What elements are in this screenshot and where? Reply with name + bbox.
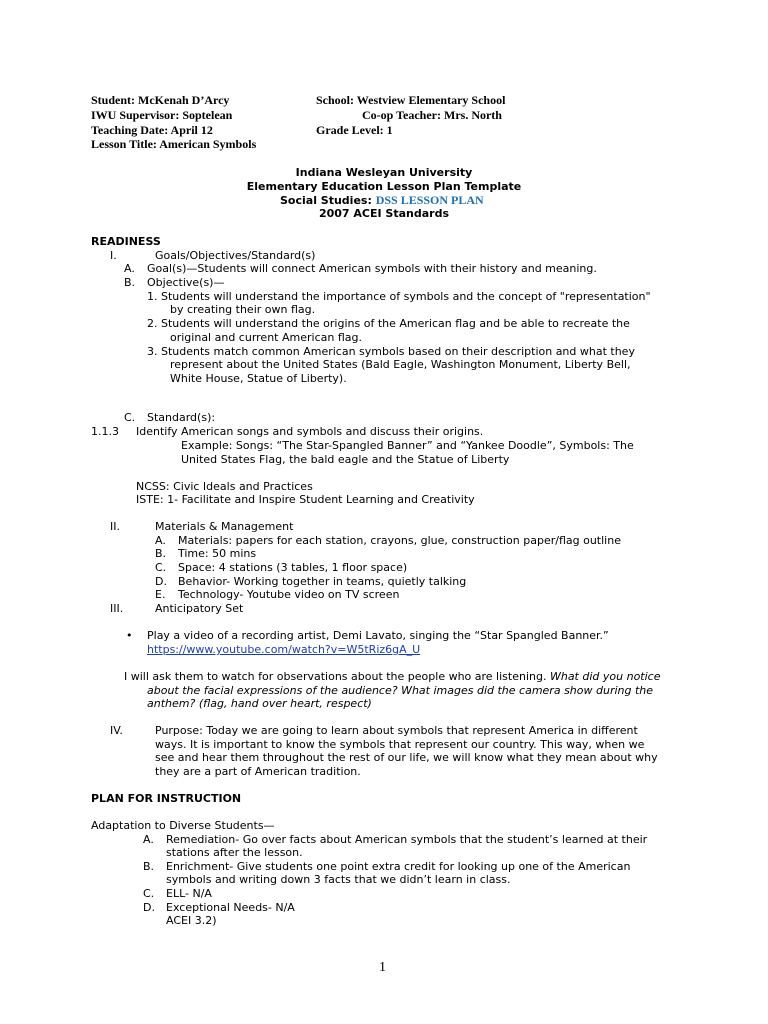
coop-teacher: Co-op Teacher: Mrs. North (362, 108, 502, 122)
supervisor: IWU Supervisor: Soptelean (91, 108, 233, 122)
standard-example-line-2: United States Flag, the bald eagle and the Statue of Liberty (181, 453, 510, 466)
list-letter: D. (155, 575, 167, 588)
adaptation-heading: Adaptation to Diverse Students— (91, 819, 275, 832)
objective-3-line-2: represent about the United States (Bald Eagle, Washington Monument, Liberty Bell, (170, 358, 631, 371)
section-i-number: I. (110, 249, 117, 262)
standards-letter: C. (124, 411, 136, 424)
student-name: Student: McKenah D’Arcy (91, 93, 230, 107)
ell-text: ELL- N/A (166, 887, 212, 900)
iste-standard: ISTE: 1- Facilitate and Inspire Student Learning and Creativity (136, 493, 475, 506)
goal-letter: A. (124, 262, 135, 275)
objective-3-line-1: 3. Students match common American symbols based on their description and what they (147, 345, 635, 358)
teaching-date: Teaching Date: April 12 (91, 123, 213, 137)
list-text: Space: 4 stations (3 tables, 1 floor space) (178, 561, 408, 574)
observation-line-1 (124, 670, 660, 684)
subject-line (280, 194, 484, 208)
materials-list-item (155, 588, 400, 602)
standards-title: 2007 ACEI Standards (318, 207, 450, 220)
section-ii-label: Materials & Management (155, 520, 294, 533)
standard-text: Identify American songs and symbols and discuss their origins. (136, 425, 484, 438)
bullet-icon: • (126, 629, 133, 642)
objective-1-line-2: by creating their own flag. (170, 303, 316, 316)
list-letter: E. (155, 588, 166, 601)
objective-heading: Objective(s)— (147, 276, 225, 289)
plan-heading: PLAN FOR INSTRUCTION (91, 792, 242, 805)
list-letter: B. (155, 547, 167, 560)
materials-list-item (155, 561, 408, 575)
objective-1-line-1: 1. Students will understand the importance of symbols and the concept of "representation" (147, 290, 651, 303)
enrichment-line-2: symbols and writing down 3 facts that we didn’t learn in class. (166, 873, 511, 886)
remediation-letter: A. (143, 833, 154, 846)
grade-level: Grade Level: 1 (316, 123, 393, 137)
list-text: Technology- Youtube video on TV screen (178, 588, 400, 601)
school-name: School: Westview Elementary School (316, 93, 506, 107)
section-iv-number: IV. (110, 724, 123, 737)
list-letter: A. (155, 534, 166, 547)
materials-list-item (155, 575, 467, 589)
objective-2-line-2: original and current American flag. (170, 331, 362, 344)
list-letter: C. (155, 561, 167, 574)
materials-list-item (155, 534, 621, 548)
standards-heading: Standard(s): (147, 411, 216, 424)
enrichment-line-1: Enrichment- Give students one point extra credit for looking up one of the American (166, 860, 631, 873)
objective-2-line-1: 2. Students will understand the origins of the American flag and be able to recreate the (147, 317, 630, 330)
video-description: Play a video of a recording artist, Demi Lavato, singing the “Star Spangled Banner.” (147, 629, 609, 642)
subject-prefix: Social Studies: (280, 194, 376, 207)
section-i-label: Goals/Objectives/Standard(s) (155, 249, 316, 262)
purpose-line-4: they are a part of American tradition. (155, 765, 361, 778)
section-iii-number: III. (110, 602, 124, 615)
acei-reference: ACEI 3.2) (166, 914, 217, 927)
objective-letter: B. (124, 276, 136, 289)
dss-lesson-plan: DSS LESSON PLAN (375, 193, 484, 207)
exceptional-text: Exceptional Needs- N/A (166, 901, 295, 914)
purpose-line-3: see and hear them throughout the rest of our life, we will know what they mean about why (155, 751, 658, 764)
list-text: Materials: papers for each station, crayons, glue, construction paper/flag outline (178, 534, 621, 547)
standard-example-line-1: Example: Songs: “The Star-Spangled Banner” and “Yankee Doodle”, Symbols: The (181, 439, 634, 452)
purpose-line-2: ways. It is important to know the symbols that represent our country. This way, when we (155, 738, 645, 751)
purpose-line-1: Purpose: Today we are going to learn about symbols that represent America in different (155, 724, 638, 737)
ell-letter: C. (143, 887, 155, 900)
exceptional-letter: D. (143, 901, 155, 914)
observation-line-3: anthem? (flag, hand over heart, respect) (147, 697, 372, 710)
remediation-line-2: stations after the lesson. (166, 846, 303, 859)
section-ii-number: II. (110, 520, 120, 533)
template-title: Elementary Education Lesson Plan Template (246, 180, 522, 193)
youtube-link[interactable]: https://www.youtube.com/watch?v=W5tRiz6gA_U (147, 643, 421, 656)
page-number: 1 (379, 960, 386, 975)
observation-line-2: about the facial expressions of the audience? What images did the camera show during the (147, 684, 654, 697)
objective-3-line-3: White House, Statue of Liberty). (170, 372, 347, 385)
remediation-line-1: Remediation- Go over facts about American symbols that the student’s learned at their (166, 833, 648, 846)
observation-plain: I will ask them to watch for observations about the people who are listening. (124, 670, 550, 683)
ncss-standard: NCSS: Civic Ideals and Practices (136, 480, 313, 493)
materials-list-item (155, 547, 257, 561)
readiness-heading: READINESS (91, 235, 161, 248)
standard-number: 1.1.3 (91, 425, 119, 438)
list-text: Behavior- Working together in teams, quietly talking (178, 575, 467, 588)
section-iii-label: Anticipatory Set (155, 602, 244, 615)
goal-text: Goal(s)—Students will connect American symbols with their history and meaning. (147, 262, 597, 275)
list-text: Time: 50 mins (178, 547, 257, 560)
enrichment-letter: B. (143, 860, 155, 873)
observation-question: What did you notice (549, 670, 661, 683)
university-title: Indiana Wesleyan University (295, 166, 473, 179)
lesson-title: Lesson Title: American Symbols (91, 137, 257, 151)
